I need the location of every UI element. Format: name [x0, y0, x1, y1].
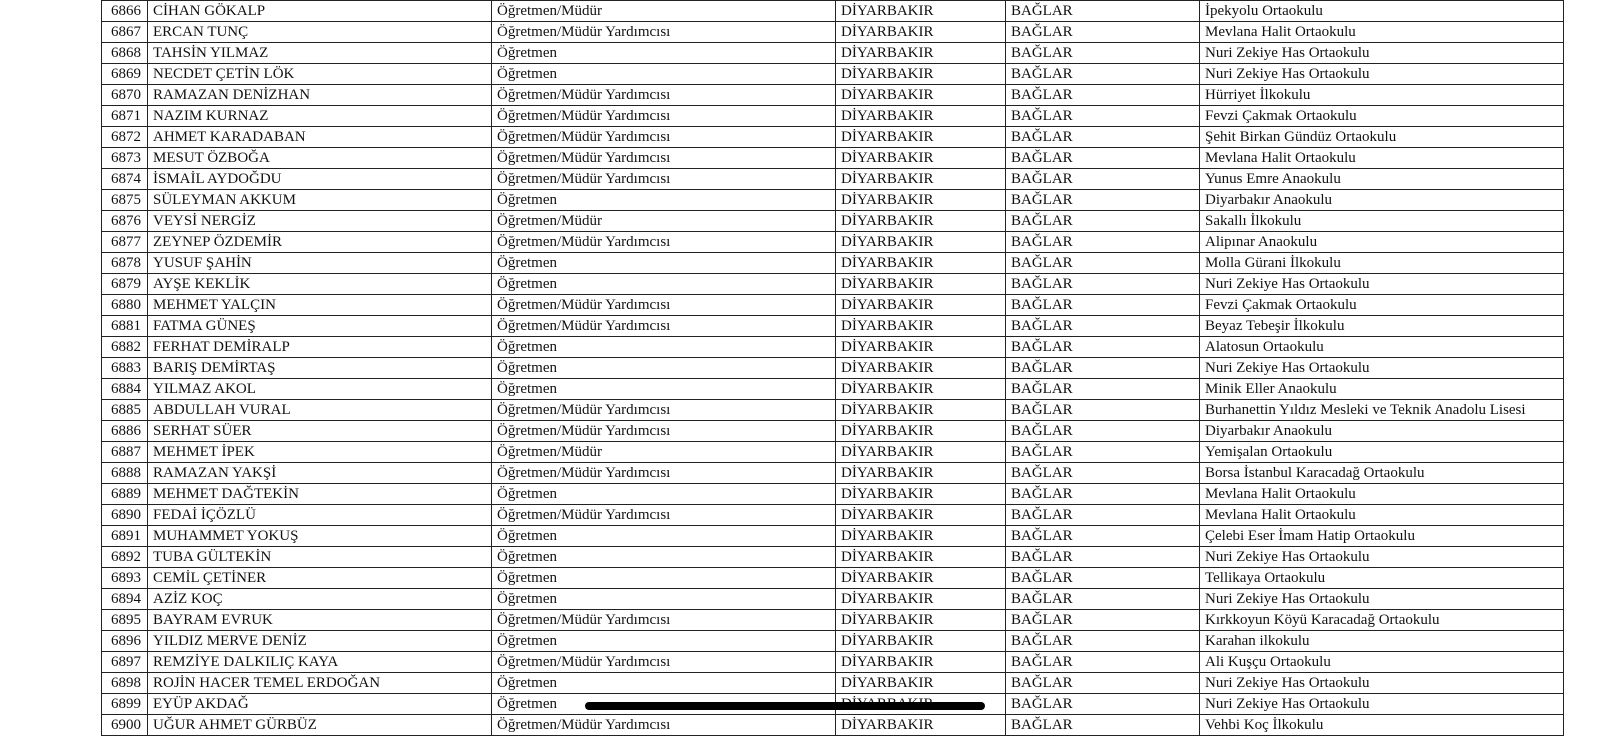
district-cell: BAĞLAR — [1006, 715, 1200, 736]
province-cell: DİYARBAKIR — [836, 316, 1006, 337]
name-cell: MEHMET İPEK — [148, 442, 492, 463]
district-cell: BAĞLAR — [1006, 85, 1200, 106]
title-cell: Öğretmen/Müdür Yardımcısı — [492, 85, 836, 106]
row-number: 6867 — [102, 22, 148, 43]
title-cell: Öğretmen — [492, 379, 836, 400]
name-cell: ABDULLAH VURAL — [148, 400, 492, 421]
staff-table — [101, 0, 1564, 736]
province-cell: DİYARBAKIR — [836, 1, 1006, 22]
district-cell: BAĞLAR — [1006, 1, 1200, 22]
name-cell: SÜLEYMAN AKKUM — [148, 190, 492, 211]
district-cell: BAĞLAR — [1006, 106, 1200, 127]
name-cell: İSMAİL AYDOĞDU — [148, 169, 492, 190]
title-cell: Öğretmen — [492, 253, 836, 274]
title-cell: Öğretmen/Müdür Yardımcısı — [492, 715, 836, 736]
school-cell: Karahan ilkokulu — [1200, 631, 1564, 652]
province-cell: DİYARBAKIR — [836, 169, 1006, 190]
school-cell: Fevzi Çakmak Ortaokulu — [1200, 106, 1564, 127]
row-number: 6887 — [102, 442, 148, 463]
province-cell: DİYARBAKIR — [836, 463, 1006, 484]
name-cell: ROJİN HACER TEMEL ERDOĞAN — [148, 673, 492, 694]
name-cell: YUSUF ŞAHİN — [148, 253, 492, 274]
name-cell: AHMET KARADABAN — [148, 127, 492, 148]
province-cell: DİYARBAKIR — [836, 631, 1006, 652]
district-cell: BAĞLAR — [1006, 673, 1200, 694]
table-row — [102, 631, 1564, 652]
name-cell: ZEYNEP ÖZDEMİR — [148, 232, 492, 253]
district-cell: BAĞLAR — [1006, 484, 1200, 505]
title-cell: Öğretmen/Müdür Yardımcısı — [492, 295, 836, 316]
row-number: 6898 — [102, 673, 148, 694]
row-number: 6869 — [102, 64, 148, 85]
name-cell: REMZİYE DALKILIÇ KAYA — [148, 652, 492, 673]
title-cell: Öğretmen/Müdür — [492, 1, 836, 22]
school-cell: Nuri Zekiye Has Ortaokulu — [1200, 64, 1564, 85]
province-cell: DİYARBAKIR — [836, 610, 1006, 631]
row-number: 6893 — [102, 568, 148, 589]
province-cell: DİYARBAKIR — [836, 526, 1006, 547]
name-cell: EYÜP AKDAĞ — [148, 694, 492, 715]
table-row — [102, 400, 1564, 421]
row-number: 6870 — [102, 85, 148, 106]
district-cell: BAĞLAR — [1006, 253, 1200, 274]
table-row — [102, 673, 1564, 694]
province-cell: DİYARBAKIR — [836, 652, 1006, 673]
table-row — [102, 274, 1564, 295]
table-row — [102, 337, 1564, 358]
title-cell: Öğretmen/Müdür Yardımcısı — [492, 610, 836, 631]
row-number: 6900 — [102, 715, 148, 736]
district-cell: BAĞLAR — [1006, 589, 1200, 610]
title-cell: Öğretmen — [492, 589, 836, 610]
row-number: 6883 — [102, 358, 148, 379]
table-row — [102, 169, 1564, 190]
school-cell: Yemişalan Ortaokulu — [1200, 442, 1564, 463]
name-cell: MEHMET YALÇIN — [148, 295, 492, 316]
province-cell: DİYARBAKIR — [836, 274, 1006, 295]
table-row — [102, 295, 1564, 316]
table-row — [102, 484, 1564, 505]
table-row — [102, 22, 1564, 43]
school-cell: Nuri Zekiye Has Ortaokulu — [1200, 589, 1564, 610]
title-cell: Öğretmen/Müdür Yardımcısı — [492, 505, 836, 526]
title-cell: Öğretmen — [492, 484, 836, 505]
row-number: 6874 — [102, 169, 148, 190]
school-cell: Vehbi Koç İlkokulu — [1200, 715, 1564, 736]
table-row — [102, 568, 1564, 589]
province-cell: DİYARBAKIR — [836, 715, 1006, 736]
title-cell: Öğretmen/Müdür Yardımcısı — [492, 421, 836, 442]
district-cell: BAĞLAR — [1006, 211, 1200, 232]
row-number: 6884 — [102, 379, 148, 400]
name-cell: CEMİL ÇETİNER — [148, 568, 492, 589]
row-number: 6871 — [102, 106, 148, 127]
title-cell: Öğretmen — [492, 631, 836, 652]
table-row — [102, 127, 1564, 148]
row-number: 6897 — [102, 652, 148, 673]
table-row — [102, 442, 1564, 463]
district-cell: BAĞLAR — [1006, 169, 1200, 190]
title-cell: Öğretmen/Müdür Yardımcısı — [492, 106, 836, 127]
name-cell: NAZIM KURNAZ — [148, 106, 492, 127]
title-cell: Öğretmen — [492, 274, 836, 295]
row-number: 6882 — [102, 337, 148, 358]
row-number: 6878 — [102, 253, 148, 274]
district-cell: BAĞLAR — [1006, 148, 1200, 169]
title-cell: Öğretmen — [492, 673, 836, 694]
title-cell: Öğretmen/Müdür Yardımcısı — [492, 169, 836, 190]
province-cell: DİYARBAKIR — [836, 589, 1006, 610]
row-number: 6895 — [102, 610, 148, 631]
district-cell: BAĞLAR — [1006, 64, 1200, 85]
school-cell: Hürriyet İlkokulu — [1200, 85, 1564, 106]
district-cell: BAĞLAR — [1006, 232, 1200, 253]
table-row — [102, 421, 1564, 442]
name-cell: ERCAN TUNÇ — [148, 22, 492, 43]
province-cell: DİYARBAKIR — [836, 484, 1006, 505]
title-cell: Öğretmen/Müdür Yardımcısı — [492, 652, 836, 673]
province-cell: DİYARBAKIR — [836, 127, 1006, 148]
table-row — [102, 106, 1564, 127]
name-cell: RAMAZAN YAKŞİ — [148, 463, 492, 484]
row-number: 6891 — [102, 526, 148, 547]
title-cell: Öğretmen — [492, 190, 836, 211]
table-row — [102, 85, 1564, 106]
title-cell: Öğretmen — [492, 547, 836, 568]
school-cell: Nuri Zekiye Has Ortaokulu — [1200, 547, 1564, 568]
row-number: 6889 — [102, 484, 148, 505]
name-cell: RAMAZAN DENİZHAN — [148, 85, 492, 106]
title-cell: Öğretmen/Müdür Yardımcısı — [492, 127, 836, 148]
school-cell: Yunus Emre Anaokulu — [1200, 169, 1564, 190]
table-row — [102, 715, 1564, 736]
row-number: 6866 — [102, 1, 148, 22]
title-cell: Öğretmen — [492, 526, 836, 547]
school-cell: Burhanettin Yıldız Mesleki ve Teknik Anadolu Lisesi — [1200, 400, 1564, 421]
district-cell: BAĞLAR — [1006, 190, 1200, 211]
district-cell: BAĞLAR — [1006, 442, 1200, 463]
school-cell: Nuri Zekiye Has Ortaokulu — [1200, 673, 1564, 694]
title-cell: Öğretmen/Müdür Yardımcısı — [492, 148, 836, 169]
title-cell: Öğretmen/Müdür — [492, 211, 836, 232]
title-cell: Öğretmen — [492, 358, 836, 379]
school-cell: Diyarbakır Anaokulu — [1200, 421, 1564, 442]
row-number: 6886 — [102, 421, 148, 442]
school-cell: Ali Kuşçu Ortaokulu — [1200, 652, 1564, 673]
row-number: 6892 — [102, 547, 148, 568]
row-number: 6879 — [102, 274, 148, 295]
title-cell: Öğretmen/Müdür Yardımcısı — [492, 400, 836, 421]
document-table-container — [101, 0, 1564, 736]
table-row — [102, 1, 1564, 22]
district-cell: BAĞLAR — [1006, 610, 1200, 631]
title-cell: Öğretmen/Müdür Yardımcısı — [492, 232, 836, 253]
title-cell: Öğretmen/Müdür Yardımcısı — [492, 316, 836, 337]
province-cell: DİYARBAKIR — [836, 148, 1006, 169]
district-cell: BAĞLAR — [1006, 337, 1200, 358]
table-row — [102, 316, 1564, 337]
table-row — [102, 43, 1564, 64]
name-cell: UĞUR AHMET GÜRBÜZ — [148, 715, 492, 736]
table-row — [102, 526, 1564, 547]
province-cell: DİYARBAKIR — [836, 106, 1006, 127]
table-row — [102, 253, 1564, 274]
row-number: 6890 — [102, 505, 148, 526]
name-cell: BAYRAM EVRUK — [148, 610, 492, 631]
school-cell: Alatosun Ortaokulu — [1200, 337, 1564, 358]
table-row — [102, 211, 1564, 232]
table-row — [102, 379, 1564, 400]
province-cell: DİYARBAKIR — [836, 421, 1006, 442]
row-number: 6899 — [102, 694, 148, 715]
province-cell: DİYARBAKIR — [836, 400, 1006, 421]
school-cell: İpekyolu Ortaokulu — [1200, 1, 1564, 22]
province-cell: DİYARBAKIR — [836, 85, 1006, 106]
name-cell: MUHAMMET YOKUŞ — [148, 526, 492, 547]
table-row — [102, 652, 1564, 673]
province-cell: DİYARBAKIR — [836, 442, 1006, 463]
district-cell: BAĞLAR — [1006, 43, 1200, 64]
province-cell: DİYARBAKIR — [836, 547, 1006, 568]
district-cell: BAĞLAR — [1006, 316, 1200, 337]
district-cell: BAĞLAR — [1006, 358, 1200, 379]
table-row — [102, 610, 1564, 631]
name-cell: MEHMET DAĞTEKİN — [148, 484, 492, 505]
table-row — [102, 589, 1564, 610]
table-row — [102, 463, 1564, 484]
province-cell: DİYARBAKIR — [836, 337, 1006, 358]
district-cell: BAĞLAR — [1006, 421, 1200, 442]
name-cell: TAHSİN YILMAZ — [148, 43, 492, 64]
row-number: 6875 — [102, 190, 148, 211]
district-cell: BAĞLAR — [1006, 463, 1200, 484]
school-cell: Şehit Birkan Gündüz Ortaokulu — [1200, 127, 1564, 148]
school-cell: Fevzi Çakmak Ortaokulu — [1200, 295, 1564, 316]
school-cell: Sakallı İlkokulu — [1200, 211, 1564, 232]
school-cell: Mevlana Halit Ortaokulu — [1200, 484, 1564, 505]
province-cell: DİYARBAKIR — [836, 253, 1006, 274]
table-row — [102, 232, 1564, 253]
row-number: 6868 — [102, 43, 148, 64]
name-cell: TUBA GÜLTEKİN — [148, 547, 492, 568]
title-cell: Öğretmen — [492, 337, 836, 358]
district-cell: BAĞLAR — [1006, 400, 1200, 421]
name-cell: FERHAT DEMİRALP — [148, 337, 492, 358]
school-cell: Çelebi Eser İmam Hatip Ortaokulu — [1200, 526, 1564, 547]
title-cell: Öğretmen/Müdür — [492, 442, 836, 463]
name-cell: YILMAZ AKOL — [148, 379, 492, 400]
school-cell: Nuri Zekiye Has Ortaokulu — [1200, 358, 1564, 379]
school-cell: Mevlana Halit Ortaokulu — [1200, 148, 1564, 169]
province-cell: DİYARBAKIR — [836, 505, 1006, 526]
title-cell: Öğretmen — [492, 64, 836, 85]
district-cell: BAĞLAR — [1006, 694, 1200, 715]
school-cell: Tellikaya Ortaokulu — [1200, 568, 1564, 589]
row-number: 6876 — [102, 211, 148, 232]
name-cell: YILDIZ MERVE DENİZ — [148, 631, 492, 652]
province-cell: DİYARBAKIR — [836, 22, 1006, 43]
table-row — [102, 190, 1564, 211]
province-cell: DİYARBAKIR — [836, 43, 1006, 64]
name-cell: SERHAT SÜER — [148, 421, 492, 442]
table-row — [102, 547, 1564, 568]
row-number: 6872 — [102, 127, 148, 148]
district-cell: BAĞLAR — [1006, 295, 1200, 316]
school-cell: Alipınar Anaokulu — [1200, 232, 1564, 253]
name-cell: AZİZ KOÇ — [148, 589, 492, 610]
district-cell: BAĞLAR — [1006, 547, 1200, 568]
district-cell: BAĞLAR — [1006, 526, 1200, 547]
school-cell: Kırkkoyun Köyü Karacadağ Ortaokulu — [1200, 610, 1564, 631]
district-cell: BAĞLAR — [1006, 652, 1200, 673]
school-cell: Diyarbakır Anaokulu — [1200, 190, 1564, 211]
title-cell: Öğretmen/Müdür Yardımcısı — [492, 463, 836, 484]
row-number: 6881 — [102, 316, 148, 337]
title-cell: Öğretmen/Müdür Yardımcısı — [492, 22, 836, 43]
row-number: 6896 — [102, 631, 148, 652]
school-cell: Nuri Zekiye Has Ortaokulu — [1200, 43, 1564, 64]
row-number: 6894 — [102, 589, 148, 610]
row-number: 6873 — [102, 148, 148, 169]
province-cell: DİYARBAKIR — [836, 568, 1006, 589]
district-cell: BAĞLAR — [1006, 568, 1200, 589]
school-cell: Nuri Zekiye Has Ortaokulu — [1200, 274, 1564, 295]
province-cell: DİYARBAKIR — [836, 232, 1006, 253]
district-cell: BAĞLAR — [1006, 379, 1200, 400]
table-row — [102, 505, 1564, 526]
title-cell: Öğretmen — [492, 43, 836, 64]
row-number: 6877 — [102, 232, 148, 253]
staff-table-body — [102, 1, 1564, 736]
school-cell: Beyaz Tebeşir İlkokulu — [1200, 316, 1564, 337]
district-cell: BAĞLAR — [1006, 22, 1200, 43]
district-cell: BAĞLAR — [1006, 274, 1200, 295]
row-number: 6885 — [102, 400, 148, 421]
row-number: 6880 — [102, 295, 148, 316]
name-cell: FEDAİ İÇÖZLÜ — [148, 505, 492, 526]
name-cell: CİHAN GÖKALP — [148, 1, 492, 22]
school-cell: Borsa İstanbul Karacadağ Ortaokulu — [1200, 463, 1564, 484]
table-row — [102, 148, 1564, 169]
name-cell: BARIŞ DEMİRTAŞ — [148, 358, 492, 379]
title-cell: Öğretmen — [492, 694, 836, 715]
province-cell: DİYARBAKIR — [836, 379, 1006, 400]
province-cell: DİYARBAKIR — [836, 673, 1006, 694]
school-cell: Nuri Zekiye Has Ortaokulu — [1200, 694, 1564, 715]
province-cell: DİYARBAKIR — [836, 211, 1006, 232]
school-cell: Mevlana Halit Ortaokulu — [1200, 505, 1564, 526]
table-row — [102, 358, 1564, 379]
province-cell: DİYARBAKIR — [836, 295, 1006, 316]
table-row — [102, 64, 1564, 85]
title-cell: Öğretmen — [492, 568, 836, 589]
school-cell: Molla Gürani İlkokulu — [1200, 253, 1564, 274]
name-cell: NECDET ÇETİN LÖK — [148, 64, 492, 85]
province-cell: DİYARBAKIR — [836, 190, 1006, 211]
home-indicator-bar[interactable] — [585, 702, 985, 710]
district-cell: BAĞLAR — [1006, 127, 1200, 148]
school-cell: Mevlana Halit Ortaokulu — [1200, 22, 1564, 43]
name-cell: FATMA GÜNEŞ — [148, 316, 492, 337]
district-cell: BAĞLAR — [1006, 631, 1200, 652]
province-cell: DİYARBAKIR — [836, 64, 1006, 85]
name-cell: AYŞE KEKLİK — [148, 274, 492, 295]
province-cell: DİYARBAKIR — [836, 358, 1006, 379]
district-cell: BAĞLAR — [1006, 505, 1200, 526]
school-cell: Minik Eller Anaokulu — [1200, 379, 1564, 400]
name-cell: MESUT ÖZBOĞA — [148, 148, 492, 169]
name-cell: VEYSİ NERGİZ — [148, 211, 492, 232]
row-number: 6888 — [102, 463, 148, 484]
